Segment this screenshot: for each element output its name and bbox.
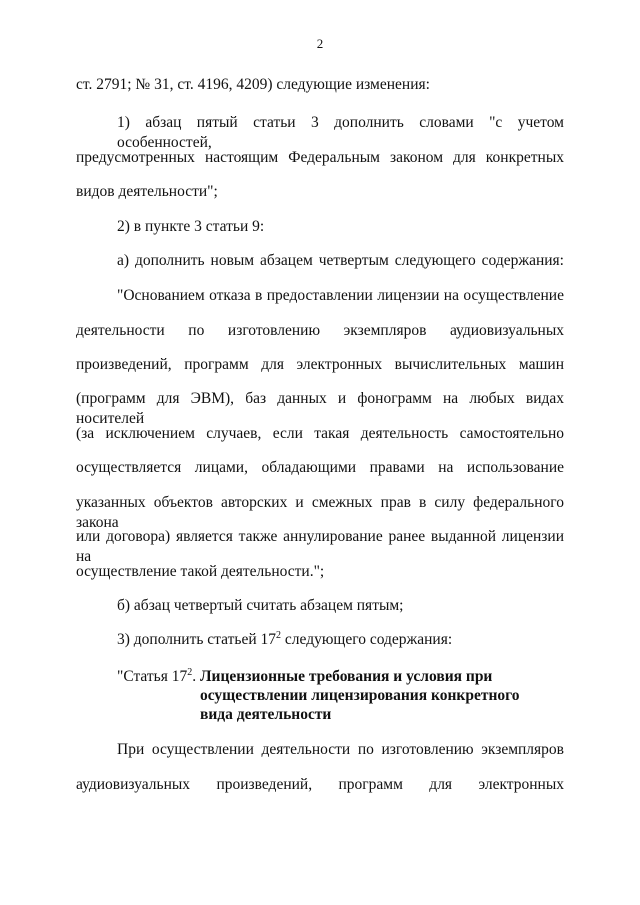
text-segment: 3) дополнить статьей 17: [117, 631, 277, 648]
article-label: "Статья 17: [117, 668, 188, 685]
article-heading: [117, 667, 492, 687]
text-line: деятельности по изготовлению экземпляров аудиовизуальных: [76, 322, 564, 339]
text-line: (программ для ЭВМ), баз данных и фонограмм на любых видах носителей: [76, 390, 564, 427]
text-line: предусмотренных настоящим Федеральным законом для конкретных: [76, 149, 564, 166]
page-number: 2: [316, 36, 324, 51]
article-title: осуществлении лицензирования конкретного: [200, 687, 520, 704]
article-dot: .: [192, 668, 200, 685]
text-line: или договора) является также аннулирование ранее выданной лицензии на: [76, 528, 564, 565]
text-line: ст. 2791; № 31, ст. 4196, 4209) следующие изменения:: [76, 76, 430, 93]
text-line: б) абзац четвертый считать абзацем пятым;: [117, 597, 404, 614]
superscript: 2: [276, 630, 282, 641]
text-line: указанных объектов авторских и смежных прав в силу федерального закона: [76, 494, 564, 531]
superscript: 2: [187, 667, 193, 678]
text-line: аудиовизуальных произведений, программ для электронных: [76, 776, 564, 793]
text-line: осуществляется лицами, обладающими правами на использование: [76, 459, 564, 476]
text-segment: следующего содержания:: [281, 631, 453, 648]
text-line: 2) в пункте 3 статьи 9:: [117, 218, 265, 235]
text-line: При осуществлении деятельности по изготовлению экземпляров: [117, 741, 564, 758]
text-line: видов деятельности";: [76, 183, 218, 200]
text-line: [117, 630, 452, 650]
text-line: (за исключением случаев, если такая деятельность самостоятельно: [76, 425, 564, 442]
text-line: "Основанием отказа в предоставлении лицензии на осуществление: [117, 287, 564, 304]
text-line: а) дополнить новым абзацем четвертым следующего содержания:: [117, 252, 564, 269]
text-line: 1) абзац пятый статьи 3 дополнить словами "с учетом особенностей,: [117, 114, 564, 151]
text-line: осуществление такой деятельности.";: [76, 563, 325, 580]
article-title: Лицензионные требования и условия при: [200, 668, 493, 685]
text-line: произведений, программ для электронных вычислительных машин: [76, 356, 564, 373]
article-title: вида деятельности: [200, 706, 332, 723]
